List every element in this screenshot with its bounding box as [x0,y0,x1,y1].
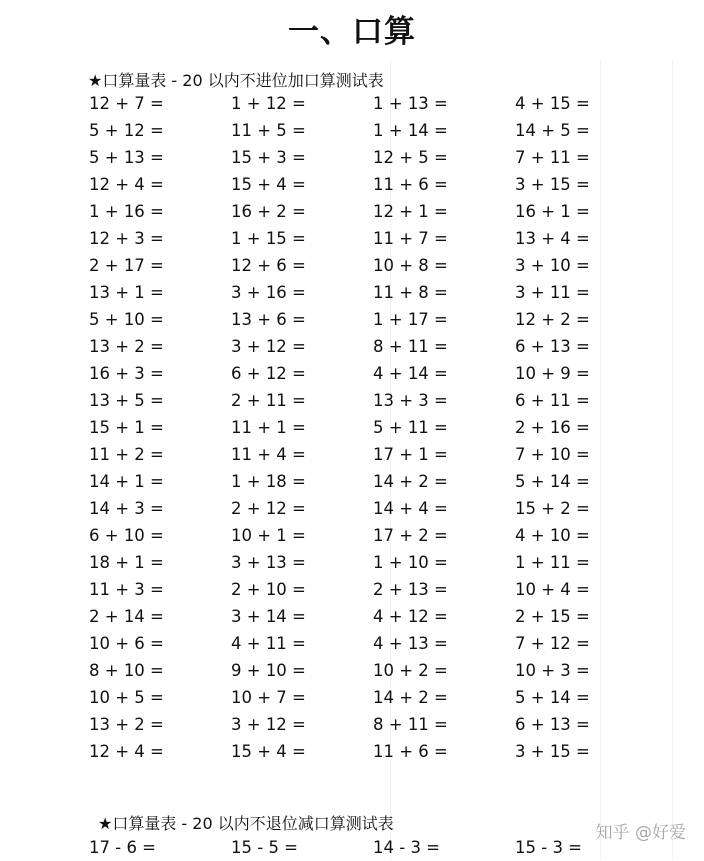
section-title-subtraction: ★口算量表 - 20 以内不退位减口算测试表 [98,814,394,833]
problem-row [0,306,704,333]
problem-cell: 2 + 10 = [231,580,306,599]
problem-cell: 7 + 12 = [515,634,590,653]
problem-cell: 11 + 3 = [89,580,164,599]
problem-cell: 13 + 6 = [231,310,306,329]
problem-cell: 3 + 12 = [231,715,306,734]
problem-cell: 11 + 1 = [231,418,306,437]
problem-row [0,468,704,495]
problem-cell: 1 + 14 = [373,121,448,140]
problem-row [0,279,704,306]
problem-cell: 16 + 1 = [515,202,590,221]
problem-cell: 10 + 3 = [515,661,590,680]
problem-row [0,171,704,198]
problem-cell: 4 + 10 = [515,526,590,545]
problem-cell: 13 + 2 = [89,337,164,356]
problem-cell: 15 + 1 = [89,418,164,437]
problem-cell: 5 + 10 = [89,310,164,329]
problem-row [0,198,704,225]
problem-cell: 4 + 13 = [373,634,448,653]
problem-cell: 14 + 3 = [89,499,164,518]
problem-cell: 11 + 7 = [373,229,448,248]
addition-problem-grid [0,90,704,765]
page-title: 一、口算 [288,14,416,50]
problem-row [0,657,704,684]
problem-cell: 2 + 16 = [515,418,590,437]
problem-cell: 10 + 4 = [515,580,590,599]
problem-cell: 13 + 3 = [373,391,448,410]
problem-cell: 13 + 5 = [89,391,164,410]
problem-row [0,522,704,549]
problem-cell: 15 - 3 = [515,838,583,857]
problem-cell: 1 + 15 = [231,229,306,248]
problem-cell: 15 + 2 = [515,499,590,518]
problem-cell: 5 + 12 = [89,121,164,140]
problem-cell: 12 + 5 = [373,148,448,167]
problem-cell: 16 + 2 = [231,202,306,221]
problem-row [0,387,704,414]
problem-cell: 3 + 11 = [515,283,590,302]
problem-cell: 6 + 13 = [515,715,590,734]
problem-cell: 9 + 10 = [231,661,306,680]
problem-row [0,576,704,603]
problem-cell: 8 + 11 = [373,337,448,356]
problem-cell: 4 + 12 = [373,607,448,626]
problem-cell: 6 + 13 = [515,337,590,356]
problem-cell: 14 - 3 = [373,838,441,857]
problem-row [0,333,704,360]
problem-cell: 10 + 1 = [231,526,306,545]
problem-row [0,603,704,630]
problem-row [0,90,704,117]
problem-cell: 1 + 11 = [515,553,590,572]
problem-cell: 2 + 14 = [89,607,164,626]
problem-cell: 3 + 13 = [231,553,306,572]
problem-cell: 6 + 12 = [231,364,306,383]
problem-cell: 10 + 8 = [373,256,448,275]
problem-cell: 7 + 11 = [515,148,590,167]
problem-cell: 18 + 1 = [89,553,164,572]
watermark: 知乎 @好爱 [595,823,686,843]
problem-row [0,684,704,711]
problem-cell: 17 + 1 = [373,445,448,464]
problem-cell: 11 + 4 = [231,445,306,464]
problem-cell: 11 + 5 = [231,121,306,140]
problem-cell: 14 + 2 = [373,472,448,491]
problem-cell: 15 + 4 = [231,175,306,194]
problem-row [0,738,704,765]
problem-cell: 7 + 10 = [515,445,590,464]
problem-cell: 2 + 17 = [89,256,164,275]
problem-row [0,441,704,468]
problem-cell: 6 + 10 = [89,526,164,545]
problem-cell: 12 + 2 = [515,310,590,329]
problem-cell: 1 + 16 = [89,202,164,221]
problem-cell: 10 + 5 = [89,688,164,707]
problem-cell: 3 + 15 = [515,742,590,761]
problem-cell: 12 + 7 = [89,94,164,113]
problem-row [0,360,704,387]
problem-cell: 12 + 4 = [89,742,164,761]
problem-cell: 1 + 17 = [373,310,448,329]
problem-cell: 8 + 11 = [373,715,448,734]
problem-cell: 5 + 14 = [515,688,590,707]
problem-cell: 1 + 13 = [373,94,448,113]
problem-cell: 14 + 5 = [515,121,590,140]
problem-cell: 10 + 9 = [515,364,590,383]
problem-cell: 6 + 11 = [515,391,590,410]
problem-cell: 10 + 7 = [231,688,306,707]
problem-cell: 15 + 4 = [231,742,306,761]
problem-cell: 12 + 4 = [89,175,164,194]
problem-cell: 4 + 15 = [515,94,590,113]
problem-cell: 16 + 3 = [89,364,164,383]
problem-cell: 17 - 6 = [89,838,157,857]
problem-cell: 3 + 14 = [231,607,306,626]
problem-cell: 4 + 11 = [231,634,306,653]
problem-row [0,144,704,171]
problem-cell: 5 + 11 = [373,418,448,437]
problem-cell: 14 + 1 = [89,472,164,491]
problem-cell: 2 + 11 = [231,391,306,410]
problem-cell: 14 + 2 = [373,688,448,707]
problem-cell: 11 + 2 = [89,445,164,464]
problem-cell: 17 + 2 = [373,526,448,545]
problem-row [0,117,704,144]
problem-row [0,252,704,279]
problem-row [0,711,704,738]
problem-cell: 11 + 6 = [373,175,448,194]
problem-cell: 3 + 15 = [515,175,590,194]
problem-cell: 15 - 5 = [231,838,299,857]
problem-cell: 2 + 13 = [373,580,448,599]
problem-cell: 3 + 12 = [231,337,306,356]
problem-cell: 13 + 4 = [515,229,590,248]
problem-cell: 3 + 16 = [231,283,306,302]
problem-cell: 10 + 2 = [373,661,448,680]
problem-cell: 1 + 18 = [231,472,306,491]
problem-cell: 10 + 6 = [89,634,164,653]
problem-cell: 4 + 14 = [373,364,448,383]
problem-cell: 14 + 4 = [373,499,448,518]
problem-row [0,414,704,441]
problem-cell: 2 + 15 = [515,607,590,626]
problem-row [0,630,704,657]
problem-cell: 15 + 3 = [231,148,306,167]
problem-cell: 11 + 6 = [373,742,448,761]
problem-cell: 13 + 2 = [89,715,164,734]
problem-cell: 3 + 10 = [515,256,590,275]
problem-row [0,495,704,522]
problem-cell: 13 + 1 = [89,283,164,302]
problem-cell: 2 + 12 = [231,499,306,518]
problem-cell: 1 + 12 = [231,94,306,113]
problem-cell: 5 + 13 = [89,148,164,167]
problem-cell: 8 + 10 = [89,661,164,680]
problem-row [0,225,704,252]
problem-cell: 1 + 10 = [373,553,448,572]
problem-row [0,549,704,576]
problem-cell: 12 + 6 = [231,256,306,275]
problem-cell: 5 + 14 = [515,472,590,491]
problem-cell: 12 + 3 = [89,229,164,248]
problem-cell: 11 + 8 = [373,283,448,302]
section-title-addition: ★口算量表 - 20 以内不进位加口算测试表 [88,71,384,90]
problem-cell: 12 + 1 = [373,202,448,221]
